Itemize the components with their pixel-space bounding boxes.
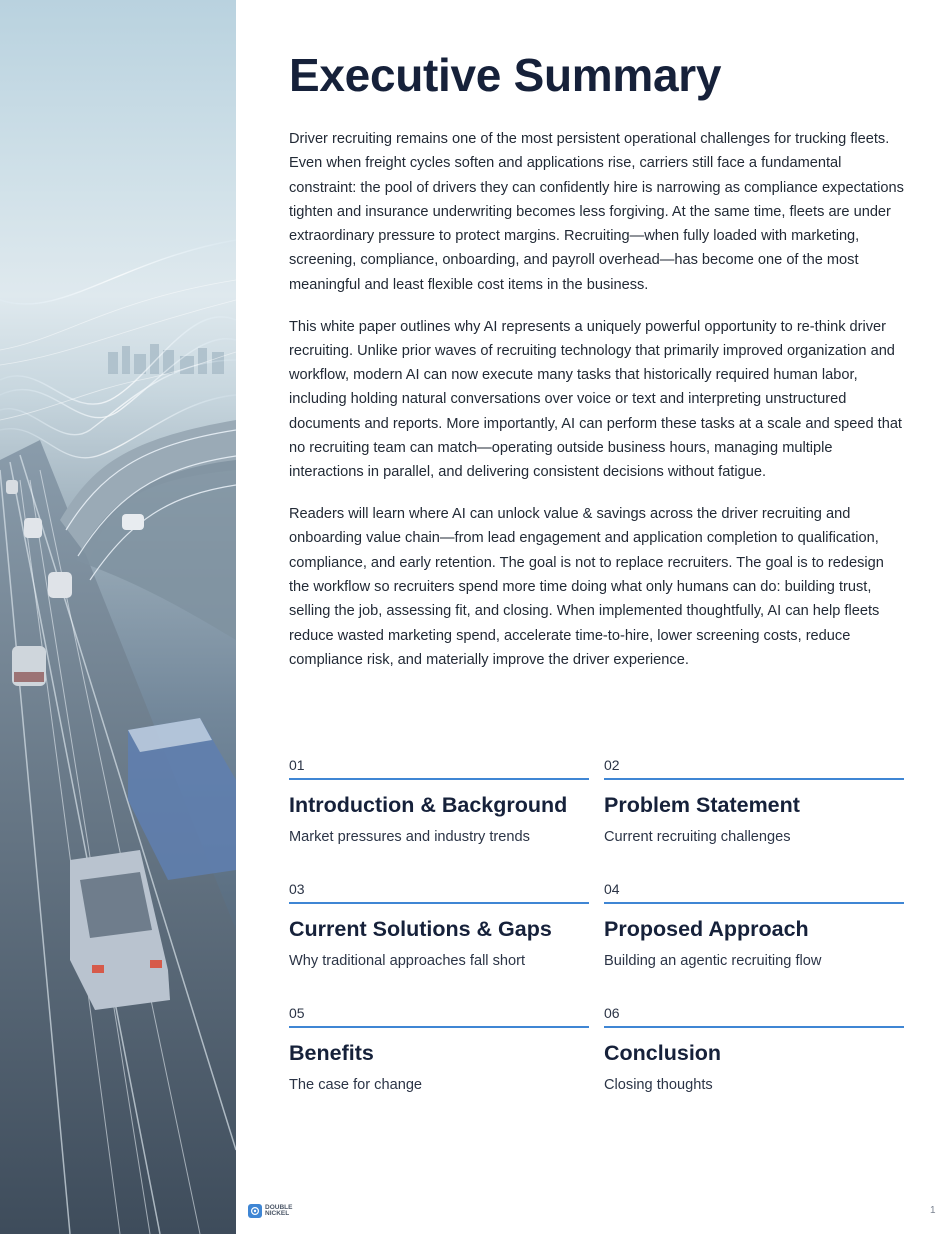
toc-number: 04 — [604, 880, 904, 904]
toc-item-benefits[interactable] — [289, 1004, 589, 1095]
page-title: Executive Summary — [289, 49, 722, 101]
toc-title: Problem Statement — [604, 793, 800, 817]
toc-item-introduction[interactable] — [289, 756, 589, 847]
toc-title: Current Solutions & Gaps — [289, 917, 552, 941]
toc-item-conclusion[interactable] — [604, 1004, 904, 1095]
toc-subtitle: Closing thoughts — [604, 1077, 713, 1093]
paragraph-ai-opportunity: This white paper outlines why AI represents a uniquely powerful opportunity to re-think driver recruiting. Unlike prior waves of recruiting technology that primarily improved organization and workflow, modern AI can now execute many tasks that historically required human labor, including holding natural conversations over voice or text and interpreting unstructured documents and reports. More importantly, AI can perform these tasks at a scale and speed that no recruiting team can match—operating outside business hours, managing multiple interactions in parallel, and delivering consistent decisions without fatigue. — [289, 318, 902, 481]
highway-photo — [0, 0, 236, 1234]
toc-subtitle: Current recruiting challenges — [604, 829, 791, 845]
toc-title: Conclusion — [604, 1041, 722, 1065]
logo-mark-icon — [248, 1204, 262, 1218]
toc-item-proposed-approach[interactable] — [604, 880, 904, 971]
toc-subtitle: Building an agentic recruiting flow — [604, 953, 822, 969]
toc-subtitle: Why traditional approaches fall short — [289, 953, 526, 969]
page-number: 1 — [930, 1205, 936, 1216]
toc-title: Proposed Approach — [604, 917, 809, 941]
toc-subtitle: The case for change — [289, 1077, 423, 1093]
toc-item-current-solutions[interactable] — [289, 880, 589, 971]
logo-line-1: DOUBLE — [265, 1203, 293, 1211]
toc-number: 03 — [289, 880, 589, 904]
paragraph-readers-learn: Readers will learn where AI can unlock value & savings across the driver recruiting and onboarding value chain—from lead engagement and application completion to qualification, compliance, and early retention. The goal is not to replace recruiters. The goal is to redesign the workflow so recruiters spend more time doing what only humans can do: building trust, selling the job, assessing fit, and closing. When implemented thoughtfully, AI can help fleets reduce wasted marketing spend, accelerate time-to-hire, lower screening costs, reduce compliance risk, and materially improve the driver experience. — [289, 506, 884, 668]
logo-wordmark — [265, 1205, 292, 1218]
toc-title: Introduction & Background — [289, 793, 568, 817]
toc-number: 01 — [289, 756, 589, 780]
double-nickel-logo — [248, 1204, 292, 1218]
logo-line-2: NICKEL — [265, 1210, 290, 1217]
toc-number: 05 — [289, 1004, 589, 1028]
toc-title: Benefits — [289, 1041, 374, 1065]
toc-number: 06 — [604, 1004, 904, 1028]
highway-illustration — [0, 0, 236, 1234]
summary-body — [289, 127, 905, 690]
toc-item-problem-statement[interactable] — [604, 756, 904, 847]
paragraph-intro: Driver recruiting remains one of the most persistent operational challenges for trucking fleets. Even when freight cycles soften and applications rise, carriers still face a fundamental constraint: the pool of drivers they can confidently hire is narrowing as compliance expectations tighten and insurance underwriting becomes less forgiving. At the same time, fleets are under extraordinary pressure to protect margins. Recruiting—when fully loaded with marketing, screening, compliance, onboarding, and payroll overhead—has become one of the most meaningful and least flexible cost items in the business. — [289, 131, 904, 293]
toc-number: 02 — [604, 756, 904, 780]
toc-subtitle: Market pressures and industry trends — [289, 829, 530, 845]
